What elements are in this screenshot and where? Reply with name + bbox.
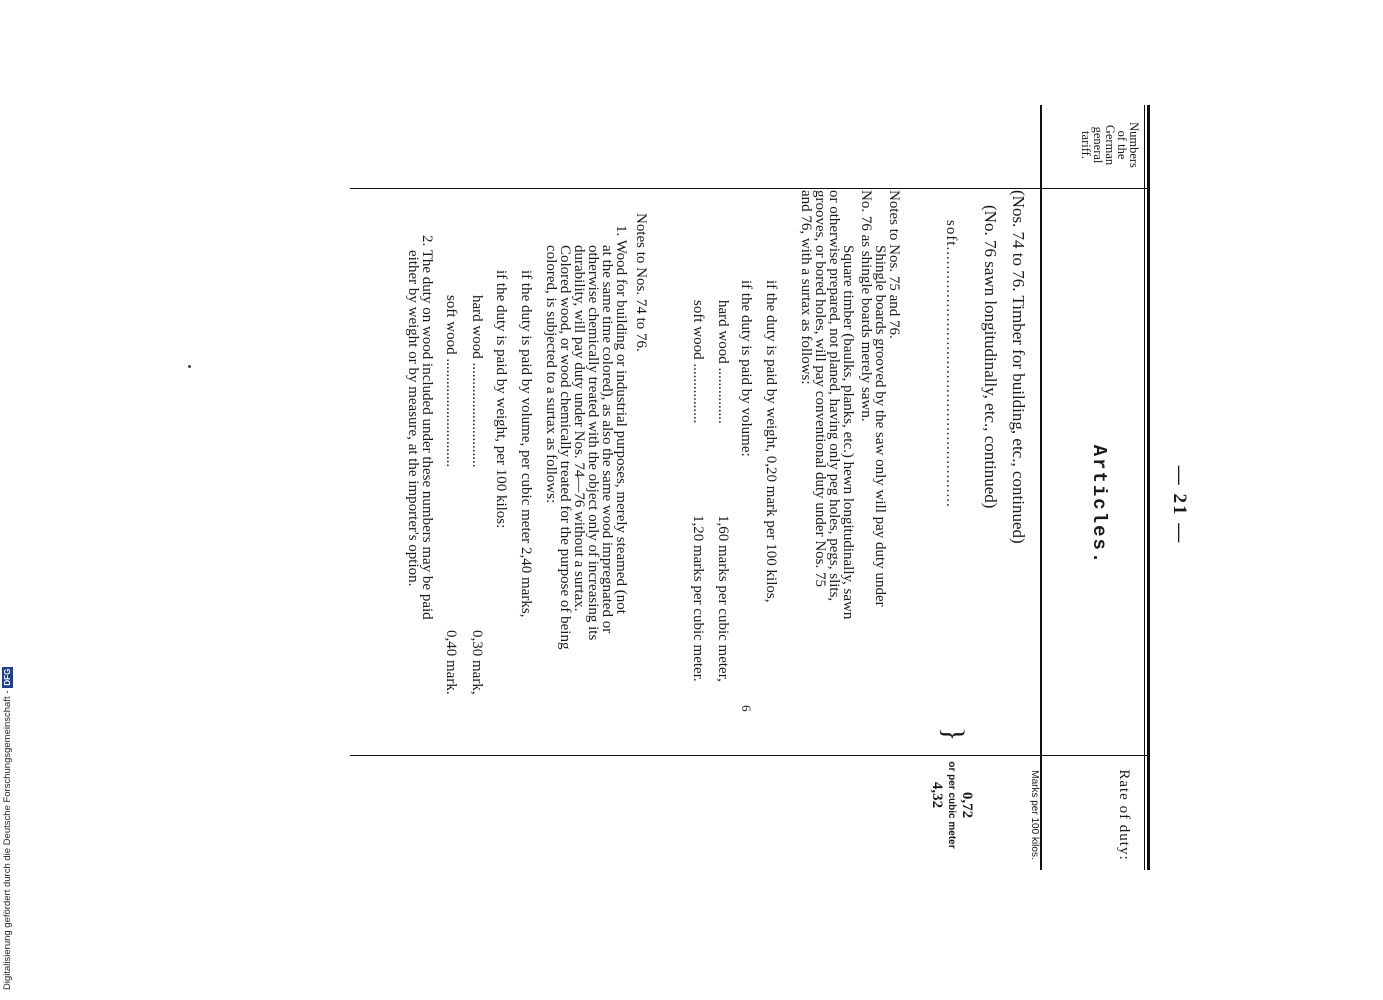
hard-wood-label: hard wood ............................ xyxy=(469,295,485,468)
note-line: and 76, with a surtax as follows: xyxy=(798,190,814,385)
note-line: 2. The duty on wood included under these numbers may be paid xyxy=(419,235,435,620)
rate-column-header: Rate of duty: xyxy=(1116,769,1132,861)
hard-wood-value: 0,30 mark, xyxy=(469,630,485,695)
numbers-header-line: general xyxy=(1091,126,1105,164)
note-line: grooves, or bored holes, will pay conventional duty under Nos. 75 xyxy=(812,190,828,588)
soft-wood-value: 1,20 marks per cubic meter. xyxy=(690,515,706,682)
rate-value-2: 4,32 xyxy=(929,781,945,809)
note-line: colored, is subjected to a surtax as follows: xyxy=(543,245,559,504)
scan-speck xyxy=(188,365,191,368)
note-line: if the duty is paid by weight, per 100 kilos: xyxy=(493,270,509,529)
rate-or-per: or per cubic meter xyxy=(946,761,957,849)
soft-wood-label: soft wood ................ xyxy=(690,300,706,424)
note-line: Shingle boards grooved by the saw only will pay duty under xyxy=(872,245,888,607)
section-heading: (Nos. 74 to 76. Timber for building, etc., continued) xyxy=(1009,190,1028,544)
section-subheading: (No. 76 sawn longitudinally, etc., continued) xyxy=(981,205,1000,509)
articles-column-header: Articles. xyxy=(1088,444,1110,566)
rotated-sheet xyxy=(250,95,1190,895)
header-bottom-rule xyxy=(1040,105,1042,870)
rate-unit: Marks per 100 kilos. xyxy=(1029,770,1040,860)
soft-wood-label: soft wood ............................. xyxy=(443,295,459,468)
soft-line: soft....................................................... xyxy=(943,220,959,508)
page-number: — 21 — xyxy=(1169,465,1190,545)
numbers-header-line: of the xyxy=(1115,130,1129,160)
surtax-line: if the duty is paid by weight, 0,20 mark per 100 kilos, xyxy=(763,280,779,603)
note-line: either by weight or by measure, at the importer's option. xyxy=(405,250,421,587)
surtax-line: if the duty is paid by volume: xyxy=(738,280,754,457)
note-line: durability, will pay duty under Nos. 74—76 without a surtax. xyxy=(571,245,587,612)
note-line: Colored wood, or wood chemically treated for the purpose of being xyxy=(557,245,573,650)
numbers-column-header xyxy=(1080,105,1140,185)
credit-text: Digitalisierung gefördert durch die Deutsche Forschungsgemeinschaft - xyxy=(2,690,13,990)
hard-wood-label: hard wood ............... xyxy=(715,300,731,424)
signature-mark: 6 xyxy=(739,705,754,712)
digitization-credit xyxy=(2,667,13,990)
soft-wood-value: 0,40 mark. xyxy=(443,630,459,695)
note-line: otherwise chemically treated with the object only of increasing its xyxy=(585,245,601,641)
note-line: at the same time colored), as also the same wood impregnated or xyxy=(599,245,615,634)
note-line: 1. Wood for building or industrial purposes, merely steamed (not xyxy=(613,225,629,614)
rate-value-1: 0,72 xyxy=(959,791,975,819)
numbers-header-line: tariff. xyxy=(1079,131,1093,159)
numbers-header-line: German xyxy=(1103,124,1117,166)
hard-wood-value: 1,60 marks per cubic meter, xyxy=(715,515,731,682)
notes-heading: Notes to Nos. 75 and 76. xyxy=(886,190,902,339)
note-line: No. 76 as shingle boards merely sawn. xyxy=(858,190,874,422)
note-line: or otherwise prepared, not planed, having only peg holes, pegs, slits, xyxy=(826,190,842,602)
note-line: Square timber (baulks, planks, etc.) hewn longitudinally, sawn xyxy=(840,245,856,620)
column-divider xyxy=(350,188,1150,189)
numbers-header-line: Numbers xyxy=(1127,122,1141,168)
brace: } xyxy=(937,727,970,742)
dfg-logo: DFG xyxy=(3,668,12,686)
note-line: if the duty is paid by volume, per cubic meter 2,40 marks, xyxy=(518,270,534,618)
notes-heading: Notes to Nos. 74 to 76. xyxy=(633,213,649,352)
